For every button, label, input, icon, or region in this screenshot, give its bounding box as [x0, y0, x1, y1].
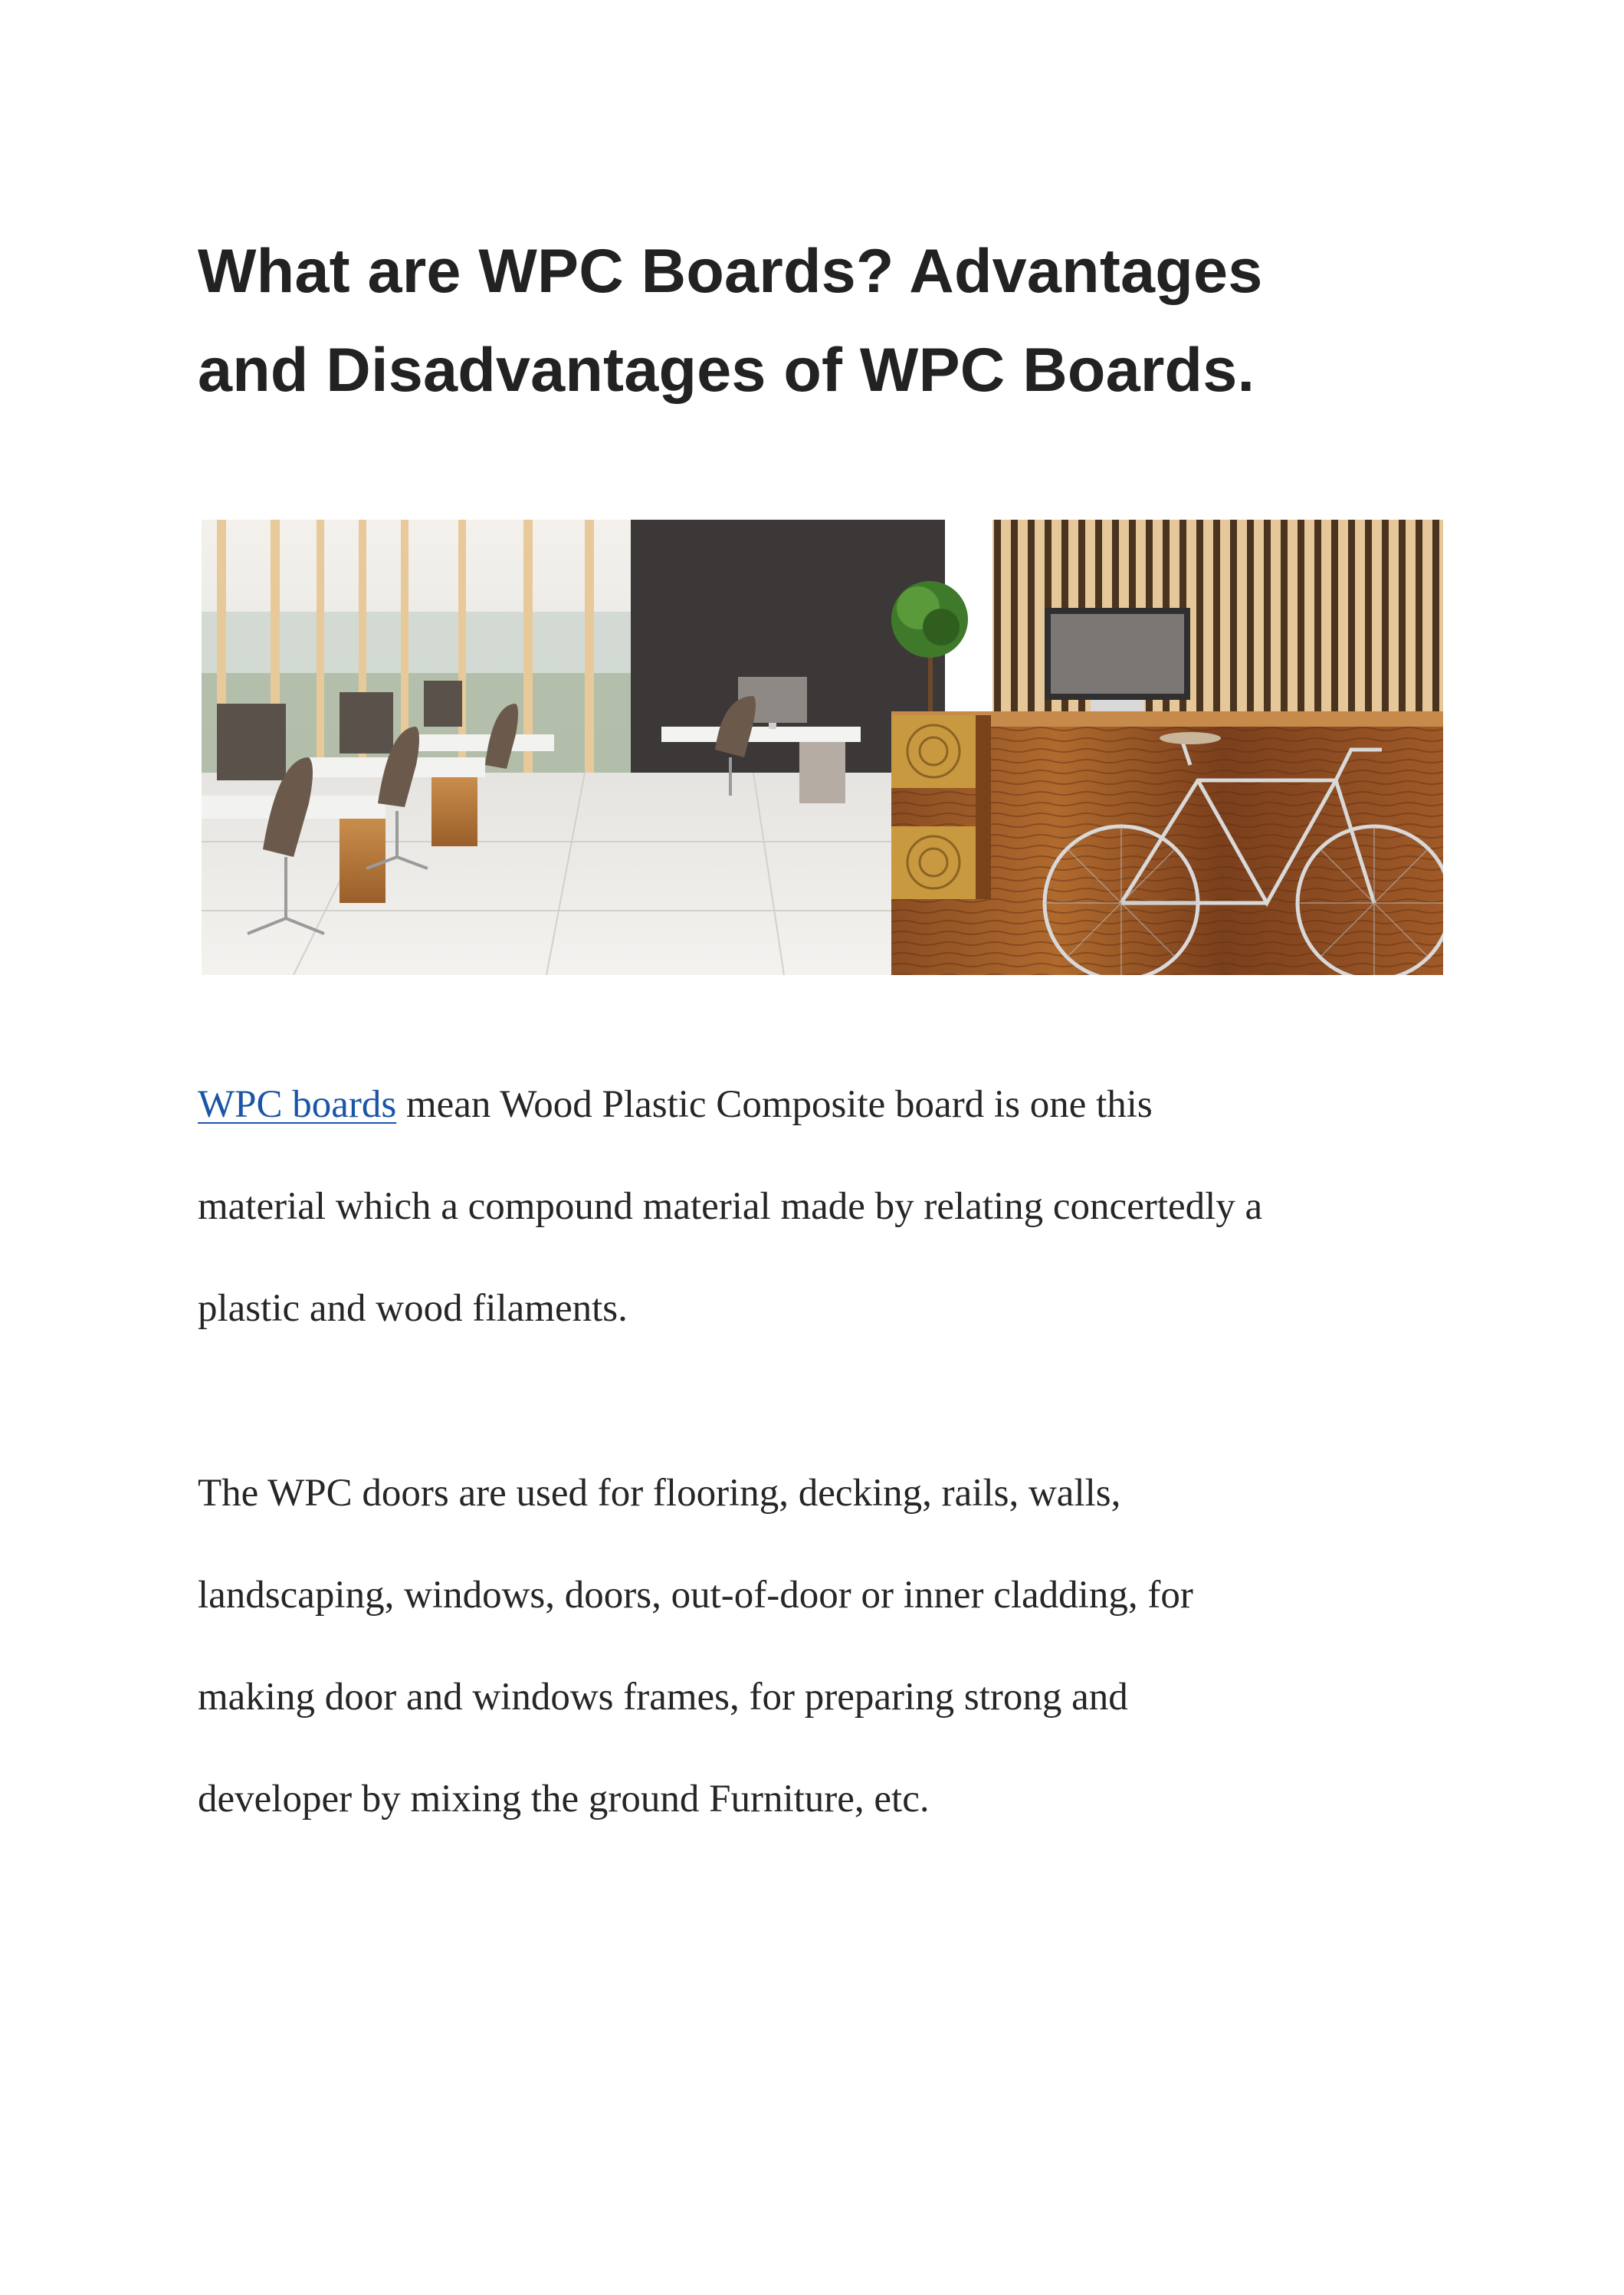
intro-line-2: material which a compound material made by relating concertedly a: [198, 1185, 1263, 1228]
intro-paragraph: [198, 1054, 1485, 1360]
wpc-boards-link[interactable]: WPC boards: [198, 1083, 397, 1126]
title-line-1: What are WPC Boards? Advantages: [198, 237, 1263, 306]
uses-line-2: landscaping, windows, doors, out-of-door or inner cladding, for: [198, 1574, 1193, 1617]
intro-line-1-text: mean Wood Plastic Composite board is one this: [396, 1083, 1153, 1126]
article-title: [198, 222, 1455, 420]
hero-image: [202, 520, 1443, 975]
intro-line-3: plastic and wood filaments.: [198, 1287, 628, 1330]
uses-line-4: developer by mixing the ground Furniture, etc.: [198, 1778, 930, 1821]
title-line-2: and Disadvantages of WPC Boards.: [198, 336, 1255, 405]
uses-line-1: The WPC doors are used for flooring, decking, rails, walls,: [198, 1472, 1121, 1515]
office-interior-photo-icon: [202, 520, 1443, 975]
uses-line-3: making door and windows frames, for preparing strong and: [198, 1676, 1128, 1719]
uses-paragraph: [198, 1443, 1485, 1850]
